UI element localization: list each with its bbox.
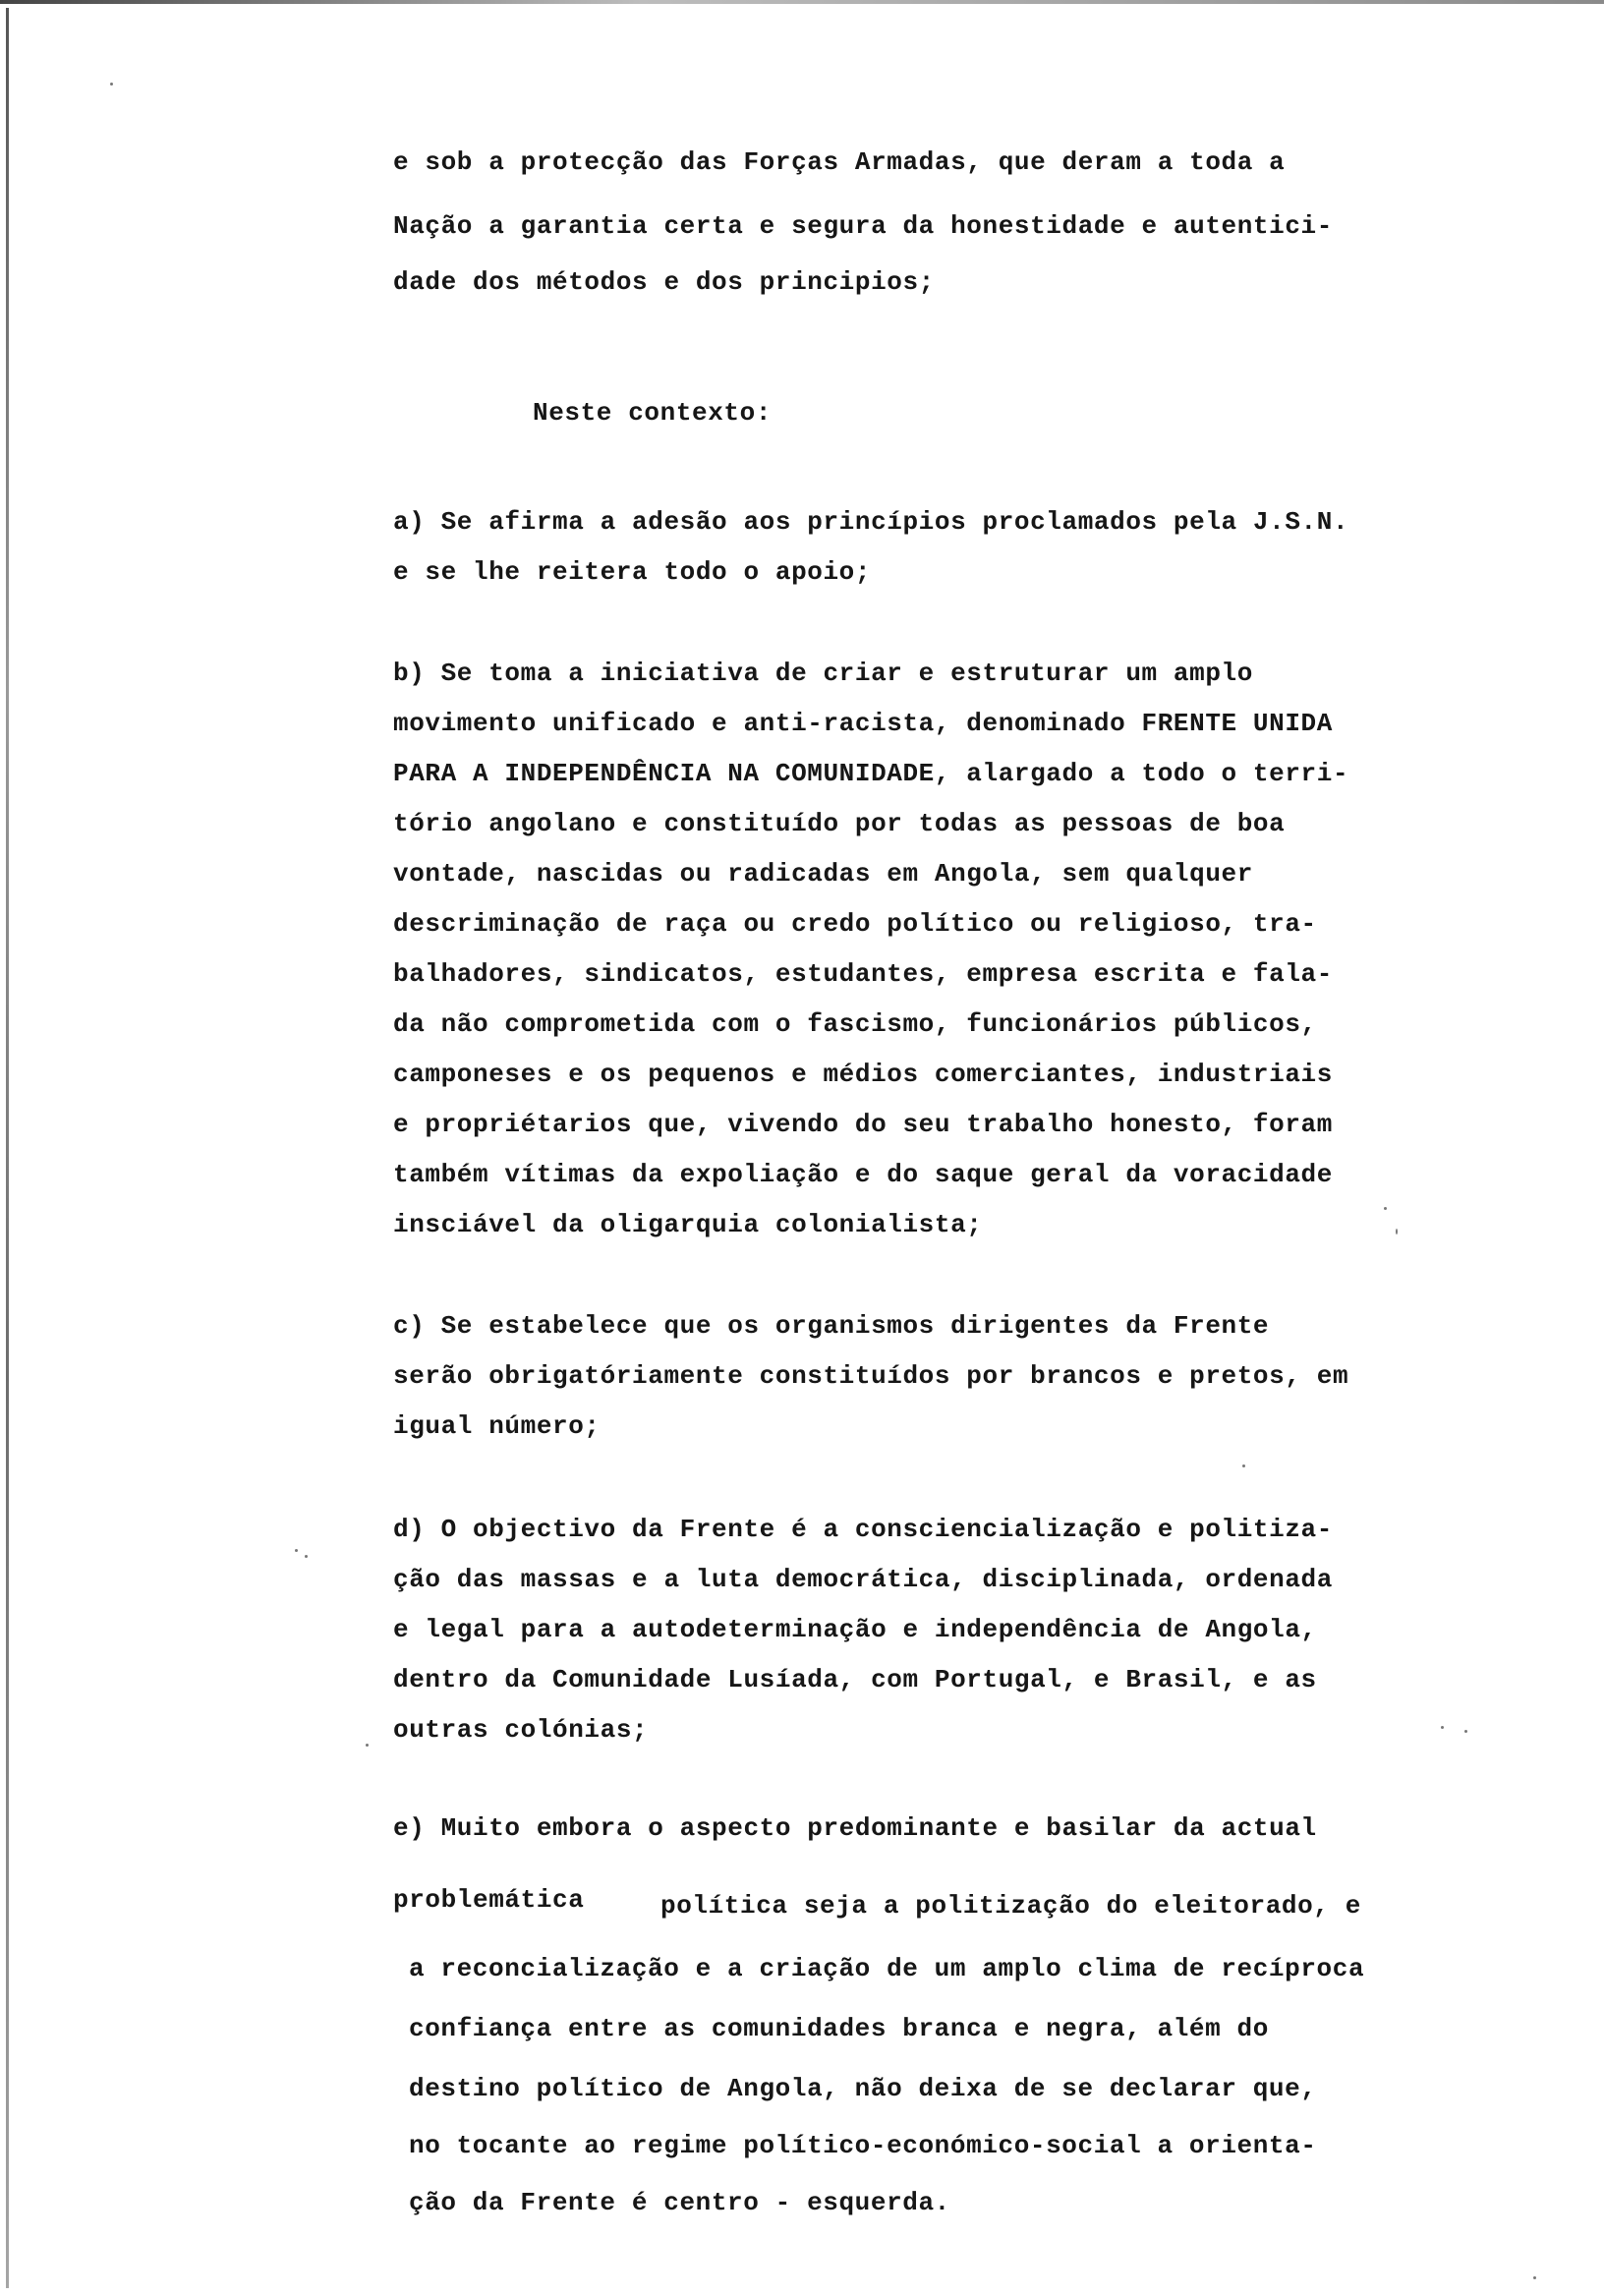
scan-speck	[110, 83, 113, 86]
item-e-line-1: e) Muito embora o aspecto predominante e basilar da actual	[393, 1813, 1317, 1843]
item-b-line: PARA A INDEPENDÊNCIA NA COMUNIDADE, alargado a todo o terri-	[393, 759, 1349, 788]
item-e-rest	[409, 1940, 1364, 2231]
scan-speck	[1396, 1229, 1398, 1234]
scan-speck	[305, 1555, 308, 1558]
scan-speck	[1533, 2276, 1536, 2279]
item-d-line: dentro da Comunidade Lusíada, com Portugal, e Brasil, e as	[393, 1665, 1317, 1694]
item-a-line: a) Se afirma a adesão aos princípios proclamados pela J.S.N.	[393, 507, 1349, 537]
context-heading: Neste contexto:	[533, 398, 773, 428]
item-e-word: problemática	[393, 1885, 585, 1915]
scan-speck	[1384, 1207, 1387, 1210]
item-b-line: também vítimas da expoliação e do saque geral da voracidade	[393, 1160, 1333, 1189]
item-d-line: ção das massas e a luta democrática, disciplinada, ordenada	[393, 1565, 1333, 1594]
item-a	[393, 497, 1348, 598]
item-b-line: da não comprometida com o fascismo, funcionários públicos,	[393, 1009, 1317, 1039]
item-d-line: d) O objectivo da Frente é a consciencialização e politiza-	[393, 1515, 1333, 1544]
item-d	[393, 1505, 1333, 1755]
item-c-line: c) Se estabelece que os organismos dirigentes da Frente	[393, 1311, 1270, 1341]
item-e-line: a reconcialização e a criação de um amplo clima de recíproca	[409, 1954, 1365, 1983]
item-a-line: e se lhe reitera todo o apoio;	[393, 557, 872, 587]
item-e-line: destino político de Angola, não deixa de se declarar que,	[409, 2074, 1317, 2103]
item-e-line: no tocante ao regime político-económico-social a orienta-	[409, 2131, 1317, 2160]
item-c-line: igual número;	[393, 1411, 601, 1441]
item-b-line: camponeses e os pequenos e médios comerciantes, industriais	[393, 1060, 1333, 1089]
item-b-line: insciável da oligarquia colonialista;	[393, 1210, 983, 1239]
item-b-line: e propriétarios que, vivendo do seu trabalho honesto, foram	[393, 1110, 1333, 1139]
item-b-line: vontade, nascidas ou radicadas em Angola, sem qualquer	[393, 859, 1253, 889]
item-e-line-2: política seja a politização do eleitorado, e	[660, 1891, 1361, 1921]
scan-edge-left	[6, 8, 9, 2288]
scan-speck	[1242, 1464, 1245, 1467]
scan-speck	[1441, 1726, 1444, 1729]
item-b-line: descriminação de raça ou credo político ou religioso, tra-	[393, 909, 1317, 939]
item-b-line: movimento unificado e anti-racista, denominado FRENTE UNIDA	[393, 709, 1333, 738]
item-b-line: tório angolano e constituído por todas as pessoas de boa	[393, 809, 1286, 838]
item-d-line: e legal para a autodeterminação e independência de Angola,	[393, 1615, 1317, 1644]
item-b	[393, 649, 1348, 1250]
scan-speck	[366, 1744, 369, 1747]
item-b-line: balhadores, sindicatos, estudantes, empresa escrita e fala-	[393, 959, 1333, 989]
item-e-line: ção da Frente é centro - esquerda.	[409, 2188, 950, 2217]
item-e-line: confiança entre as comunidades branca e negra, além do	[409, 2014, 1269, 2043]
item-c-line: serão obrigatóriamente constituídos por brancos e pretos, em	[393, 1361, 1349, 1391]
item-d-line: outras colónias;	[393, 1715, 649, 1745]
intro-line-1: e sob a protecção das Forças Armadas, que deram a toda a	[393, 147, 1286, 177]
scan-speck	[295, 1549, 298, 1552]
intro-line-2: Nação a garantia certa e segura da honestidade e autentici-	[393, 211, 1333, 241]
scan-edge-top	[0, 0, 1604, 4]
item-b-line: b) Se toma a iniciativa de criar e estruturar um amplo	[393, 659, 1253, 688]
scan-speck	[1464, 1730, 1467, 1733]
item-c	[393, 1301, 1348, 1452]
intro-line-3: dade dos métodos e dos principios;	[393, 267, 935, 297]
